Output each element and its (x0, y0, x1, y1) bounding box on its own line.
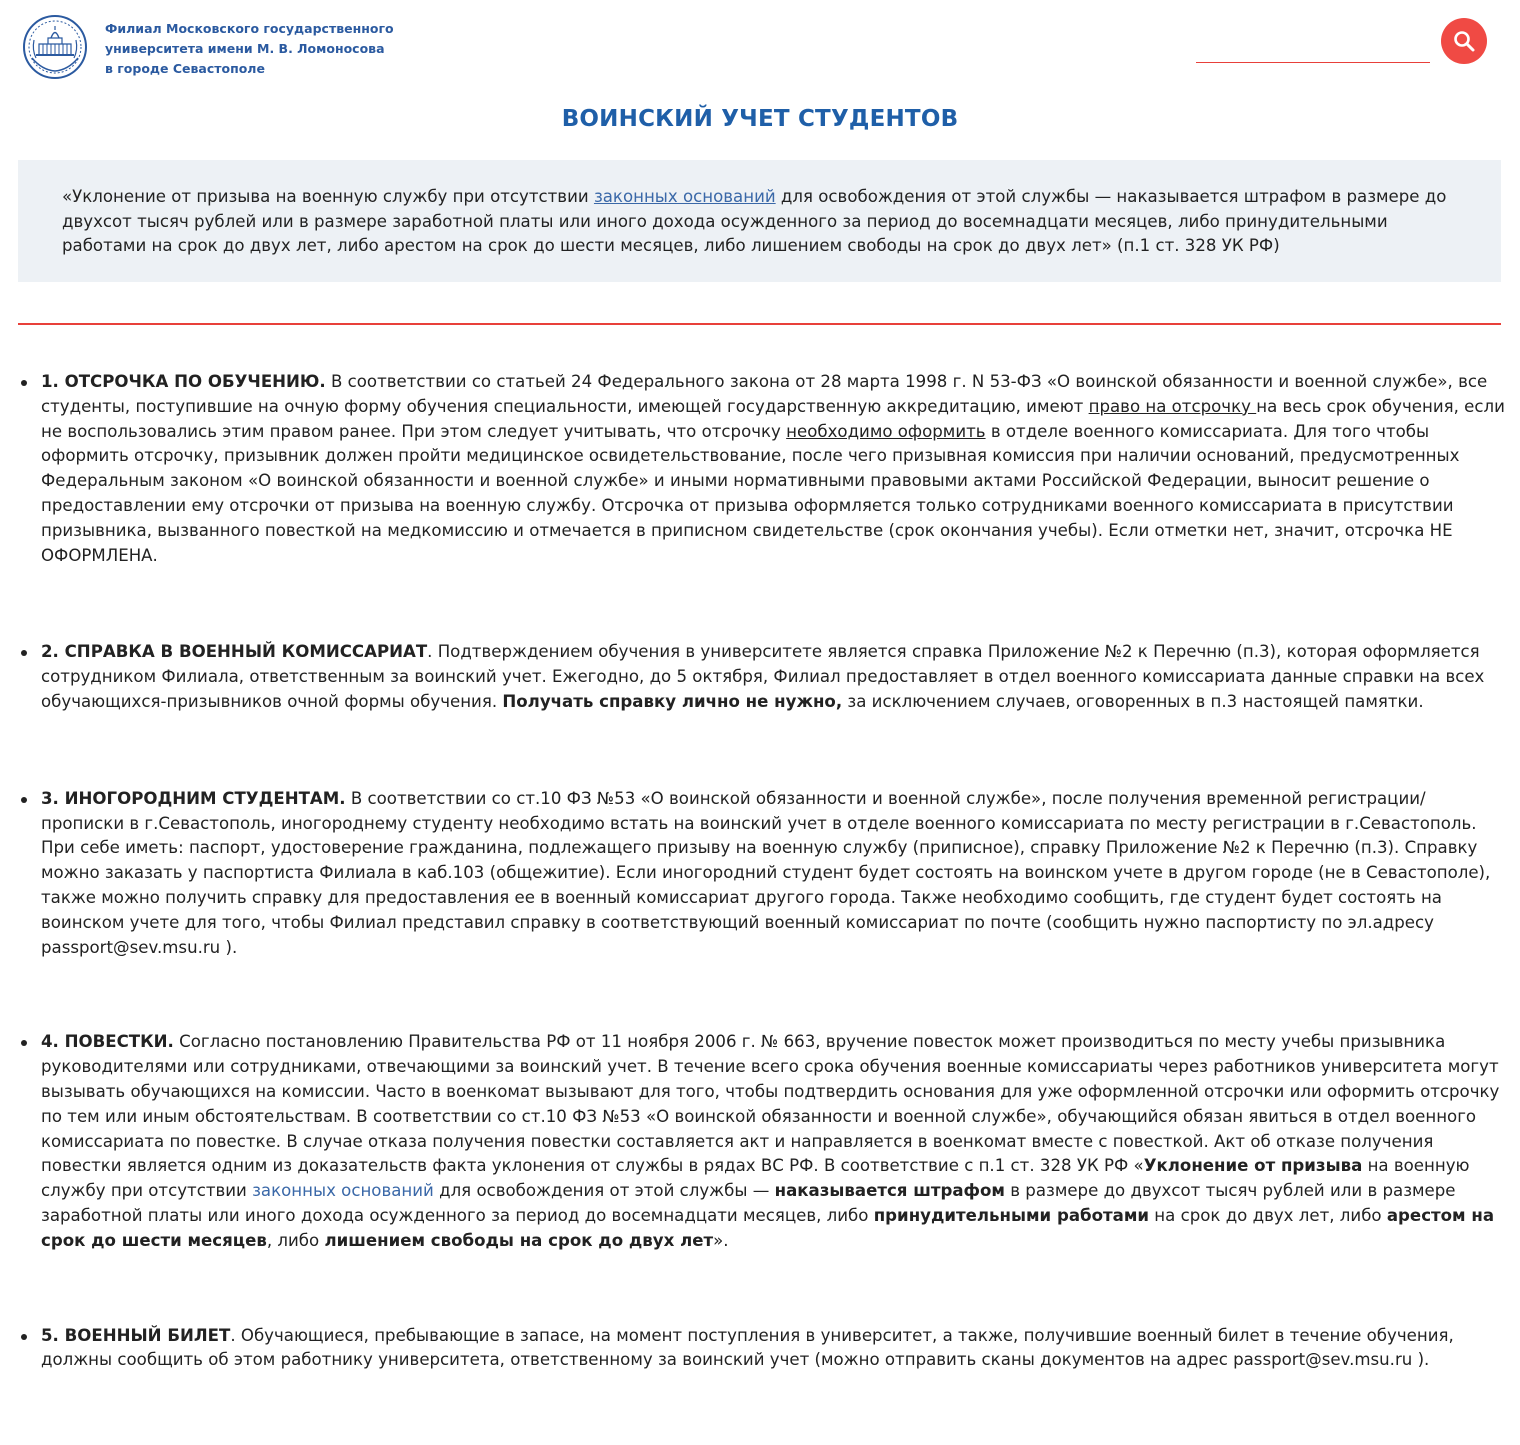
item-bold-text: арестом на срок до шести месяцев (41, 1205, 1495, 1250)
item-text: , либо (266, 1230, 325, 1250)
site-header (0, 0, 1520, 95)
item-text: В соответствии со статьей 24 Федерального закона от 28 марта 1998 г. N 53-ФЗ «О воинской обязанности и военной службе», все студенты, поступившие на очную форму обучения специальности, имеющей государственную аккредитацию, имеют (41, 372, 1488, 416)
list-item-nonresident (0, 787, 1520, 961)
quote-text: «Уклонение от призыва на военную службу при отсутствии (62, 187, 594, 206)
item-heading: 5. ВОЕННЫЙ БИЛЕТ (41, 1325, 231, 1345)
item-bold-text: наказывается штрафом (774, 1181, 1005, 1201)
search-underline (1196, 62, 1430, 63)
search-input[interactable] (1196, 36, 1434, 62)
item-heading: 3. ИНОГОРОДНИМ СТУДЕНТАМ. (41, 788, 346, 808)
item-bold-text: Уклонение от призыва (1143, 1156, 1363, 1176)
list-item-certificate (0, 640, 1520, 714)
item-text: для освобождения от этой службы — (433, 1181, 775, 1201)
main-content (0, 370, 1520, 1445)
law-quote-block (18, 160, 1501, 282)
search-icon (1452, 29, 1476, 53)
item-text: на весь срок обучения, если не воспользовались этим правом ранее. При этом следует учитывать, что отсрочку (41, 396, 1505, 441)
item-text: . Обучающиеся, пребывающие в запасе, на момент поступления в университет, а также, получившие военный билет в течение обучения, должны сообщить об этом работнику университета, ответственному за воинский учет (можно отправить сканы документов на адрес passport@sev.msu.ru ). (41, 1325, 1454, 1370)
item-heading: 2. СПРАВКА В ВОЕННЫЙ КОМИССАРИАТ (41, 642, 428, 662)
item-text: на срок до двух лет, либо (1149, 1205, 1387, 1225)
item-bold-text: Получать справку лично не нужно, (502, 691, 843, 711)
item-heading: 1. ОТСРОЧКА ПО ОБУЧЕНИЮ. (41, 372, 326, 391)
list-item-military-id (0, 1324, 1520, 1374)
item-text: . Подтверждением обучения в университете является справка Приложение №2 к Перечню (п.3), которая оформляется сотрудником Филиала, ответственным за воинский учет. Ежегодно, до 5 октября, Филиал предоставляет в отдел военного комиссариата данные справки на всех обучающихся-призывников очной формы обучения. (41, 642, 1485, 711)
item-text: Согласно постановлению Правительства РФ от 11 ноября 2006 г. № 663, вручение повесток может производиться по месту учебы призывника руководителями или сотрудниками, отвечающими за воинский учет. В течение всего срока обучения военные комиссариаты через работников университета могут вызывать обучающихся на комиссии. Часто в военкомат вызывают для того, чтобы подтвердить основания для уже оформленной отсрочки или оформить отсрочку по тем или иным обстоятельствам. В соответствии со ст.10 ФЗ №53 «О воинской обязанности и военной службе», обучающийся обязан явиться в отдел военного комиссариата по повестке. В случае отказа получения повестки составляется акт и направляется в военкомат вместе с повесткой. Акт об отказе получения повестки является одним из доказательств факта уклонения от службы в рядах ВС РФ. В соответствие с п.1 ст. 328 УК РФ « (41, 1032, 1500, 1176)
item-text: на военную службу при отсутствии (41, 1156, 1470, 1201)
must-register-link[interactable]: необходимо оформить (786, 421, 986, 441)
section-divider (18, 323, 1501, 325)
search-button[interactable] (1441, 18, 1487, 64)
info-list (0, 370, 1520, 1373)
legal-grounds-link[interactable]: законных оснований (252, 1181, 434, 1201)
item-text: за исключением случаев, оговоренных в п.3 настоящей памятки. (842, 691, 1424, 711)
item-text: в отделе военного комиссариата. Для того чтобы оформить отсрочку, призывник должен пройти медицинское освидетельствование, после чего призывная комиссия при наличии оснований, предусмотренных Федеральным законом «О воинской обязанности и военной службе» и иными нормативными правовыми актами Российской Федерации, выносит решение о предоставлении ему отсрочки от призыва на военную службу. Отсрочка от призыва оформляется только сотрудниками военного комиссариата в присутствии призывника, вызванного повесткой на медкомиссию и отмечается в приписном свидетельстве (срок окончания учебы). Если отметки нет, значит, отсрочка НЕ ОФОРМЛЕНА. (41, 421, 1460, 565)
list-item-deferment (0, 370, 1520, 568)
msu-emblem-icon[interactable] (22, 14, 88, 80)
item-bold-text: принудительными работами (873, 1205, 1150, 1225)
item-heading: 4. ПОВЕСТКИ. (41, 1032, 174, 1052)
item-bold-text: лишением свободы на срок до двух лет (324, 1230, 714, 1250)
quote-text: для освобождения от этой службы — наказывается штрафом в размере до двухсот тысяч рублей или в размере заработной платы или иного дохода осужденного за период до восемнадцати месяцев, либо принудительными работами на срок до двух лет, либо арестом на срок до шести месяцев, либо лишением свободы на срок до двух лет» (п.1 ст. 328 УК РФ) (62, 187, 1447, 255)
page-title: ВОИНСКИЙ УЧЕТ СТУДЕНТОВ (561, 106, 959, 132)
quote-legal-grounds-link[interactable]: законных оснований (593, 187, 776, 206)
item-text: в размере до двухсот тысяч рублей или в размере заработной платы или иного дохода осужденного за период до восемнадцати месяцев, либо (41, 1181, 1456, 1225)
deferment-right-link[interactable]: право на отсрочку (1088, 396, 1257, 416)
item-text: В соответствии со ст.10 ФЗ №53 «О воинской обязанности и военной службе», после получения временной регистрации/прописки в г.Севастополь, иногороднему студенту необходимо встать на воинский учет в отделе военного комиссариата по месту регистрации в г.Севастополь. При себе иметь: паспорт, удостоверение гражданина, подлежащего призыву на военную службу (приписное), справку Приложение №2 к Перечню (п.3). Справку можно заказать у паспортиста Филиала в каб.103 (общежитие). Если иногородний студент будет состоять на воинском учете в другом городе (не в Севастополе), также можно получить справку для предоставления ее в военный комиссариат другого города. Также необходимо сообщить, где студент будет состоять на воинском учете для того, чтобы Филиал представил справку в соответствующий военный комиссариат по почте (сообщить нужно паспортисту по эл.адресу passport@sev.msu.ru ). (41, 788, 1491, 957)
org-name[interactable]: Филиал Московского государственного университета имени М. В. Ломоносова в городе Севастополе (105, 21, 394, 76)
item-text: ». (713, 1230, 729, 1250)
list-item-summons (0, 1030, 1520, 1253)
